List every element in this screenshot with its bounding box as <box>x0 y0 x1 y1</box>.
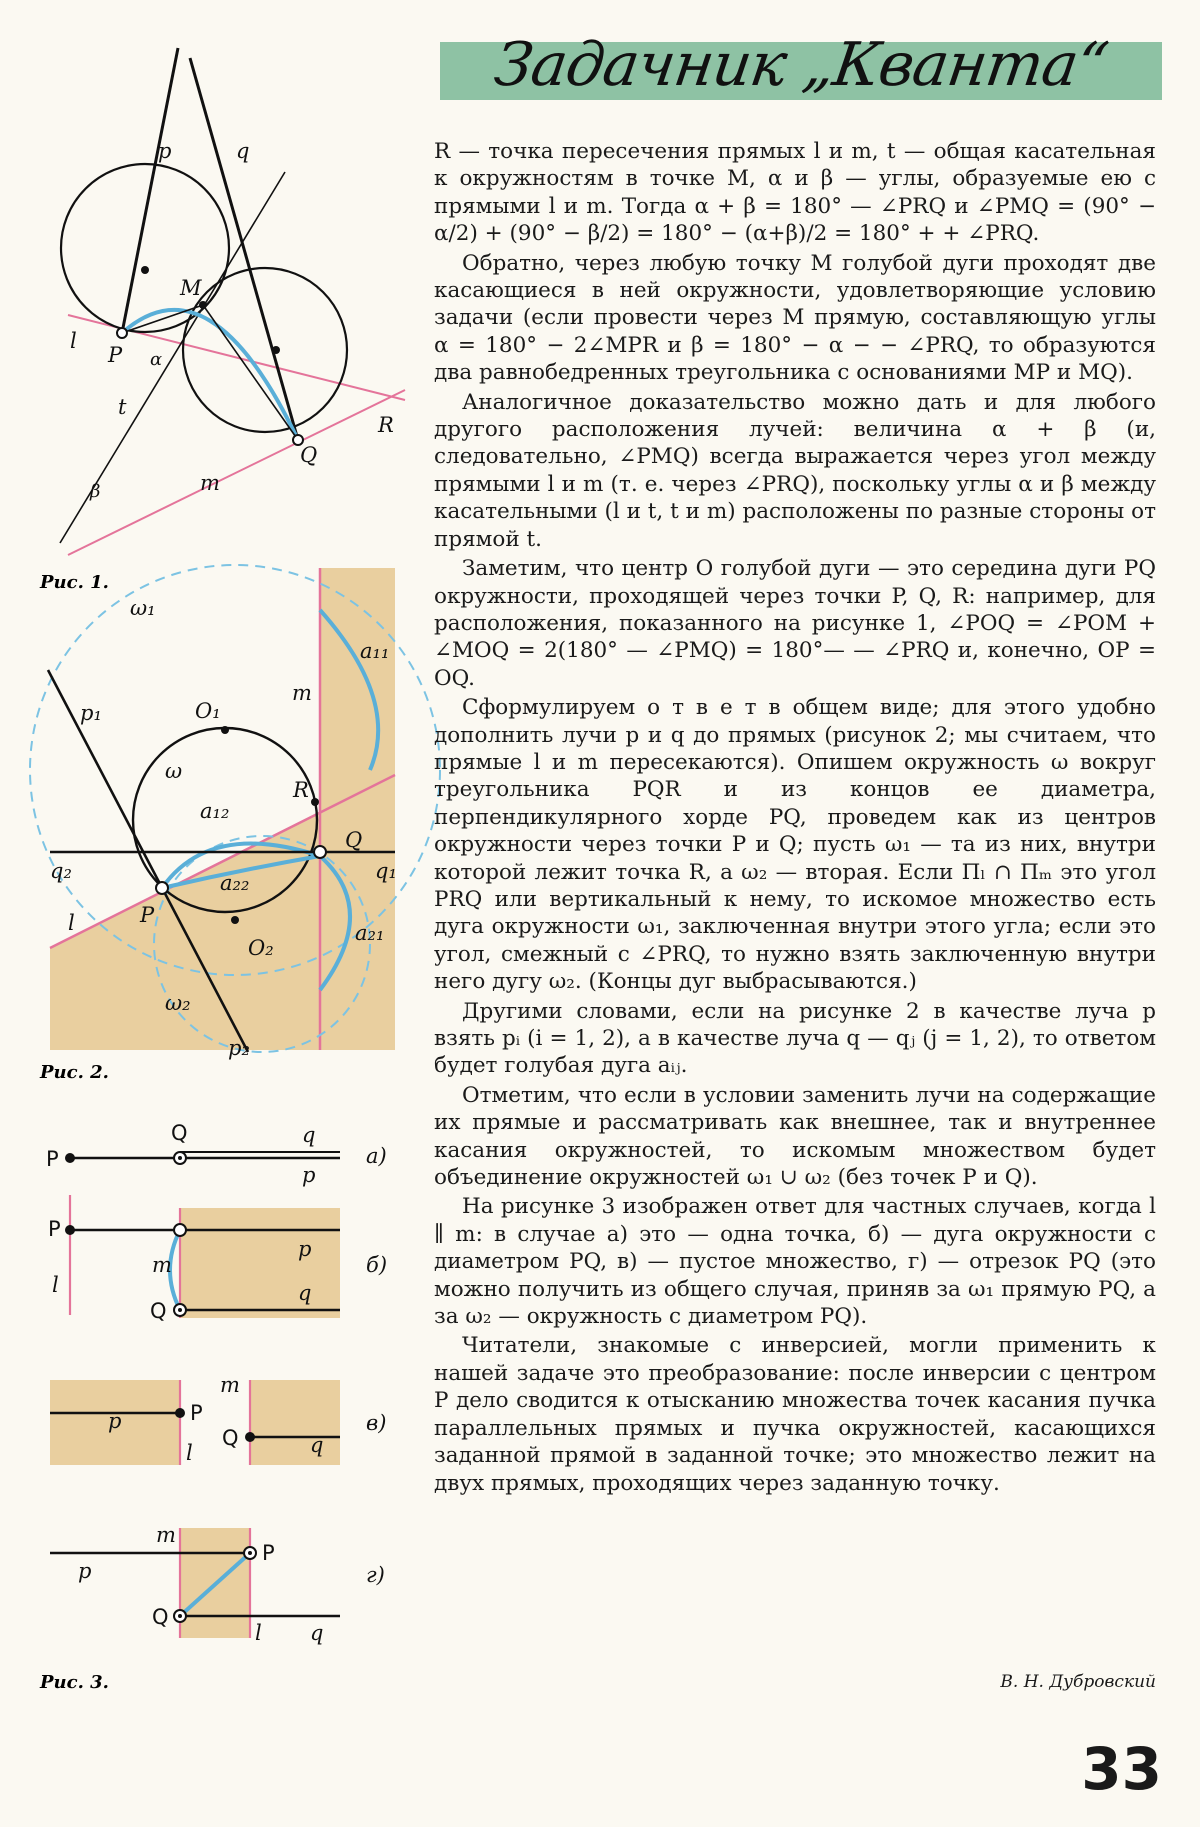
svg-text:q: q <box>236 139 250 163</box>
svg-text:α: α <box>150 349 163 370</box>
paragraph: На рисунке 3 изображен ответ для частных случаев, когда l ∥ m: в случае а) это — одна точка, б) — дуга окружности с диаметром PQ, в) — пустое множество, г) — отрезок PQ (это можно получить из общего случая, приняв за ω₁ прямую PQ, а за ω₂ — окружность с диаметром PQ). <box>434 1194 1156 1330</box>
svg-text:P: P <box>262 1541 275 1565</box>
svg-text:p₁: p₁ <box>80 701 102 725</box>
svg-text:a₁₁: a₁₁ <box>360 639 390 663</box>
svg-text:p₂: p₂ <box>228 1036 250 1060</box>
svg-text:Q: Q <box>222 1426 239 1450</box>
svg-text:l: l <box>255 1621 262 1645</box>
caption-fig2: Рис. 2. <box>40 1062 109 1083</box>
header-title: Задачник „Кванта“ <box>490 30 1112 100</box>
svg-text:t: t <box>118 395 127 419</box>
figure-2 <box>30 565 440 1060</box>
svg-text:M: M <box>180 276 202 300</box>
svg-text:m: m <box>156 1523 176 1547</box>
paragraph: Аналогичное доказательство можно дать и для любого другого расположения лучей: величина α + β (и, следовательно, ∠PMQ) всегда выражается через угол между прямыми l и m (т. е. через ∠PRQ), поскольку углы α и β между касательными (l и t, t и m) расположены по разные стороны от прямой t. <box>434 389 1156 552</box>
svg-text:R: R <box>378 413 394 437</box>
svg-text:β: β <box>90 481 101 502</box>
svg-text:а): а) <box>366 1144 387 1168</box>
paragraph: Обратно, через любую точку M голубой дуги проходят две касающиеся в ней окружности, удовлетворяющие условию задачи (если провести через M прямую, составляющую углы α = 180° − 2∠MPR и β = 180° − α − − ∠PRQ, то образуются два равнобедренных треугольника с основаниями MP и MQ). <box>434 250 1156 386</box>
svg-text:Q: Q <box>152 1605 169 1629</box>
blue-arc <box>122 310 298 440</box>
paragraph: Сформулируем о т в е т в общем виде; для этого удобно дополнить лучи p и q до прямых (рисунок 2; мы считаем, что прямые l и m пересекаются). Опишем окружность ω вокруг треугольника PQR и из концов ее диаметра, перпендикулярного хорде PQ, проведем как из центров окружности через точки P и Q; пусть ω₁ — та из них, внутри которой лежит точка R, а ω₂ — вторая. Если Πₗ ∩ Πₘ это угол PRQ или вертикальный к нему, то искомое множество есть дуга окружности ω₁, заключенная внутри этого угла; если это угол, смежный с ∠PRQ, то нужно взять заключенную внутри него дугу ω₂. (Концы дуг выбрасываются.) <box>434 695 1156 995</box>
point-Q2 <box>314 846 326 858</box>
svg-text:q: q <box>302 1123 316 1147</box>
svg-text:m: m <box>292 681 312 705</box>
svg-text:R: R <box>293 778 309 802</box>
svg-text:P: P <box>190 1401 203 1425</box>
page-number: 33 <box>1081 1735 1162 1803</box>
figure-1 <box>60 48 405 555</box>
svg-text:Q: Q <box>150 1299 167 1323</box>
svg-text:q: q <box>310 1433 324 1457</box>
svg-text:p: p <box>158 139 172 163</box>
caption-fig1: Рис. 1. <box>40 572 109 593</box>
svg-text:a₂₁: a₂₁ <box>355 921 385 945</box>
svg-text:p: p <box>108 1409 122 1433</box>
paragraph: Читатели, знакомые с инверсией, могли применить к нашей задаче это преобразование: после инверсии с центром P дело сводится к отысканию множества точек касания пучка параллельных прямых и пучка окружностей, касающихся заданной прямой в заданной точке; это множество лежит на двух прямых, проходящих через заданную точку. <box>434 1333 1156 1496</box>
ray-p <box>122 48 178 333</box>
svg-text:q₂: q₂ <box>50 859 72 883</box>
svg-text:a₂₂: a₂₂ <box>220 871 250 895</box>
svg-text:l: l <box>68 911 75 935</box>
figure-3c <box>50 1373 386 1465</box>
svg-text:p: p <box>302 1163 316 1187</box>
svg-text:ω₁: ω₁ <box>130 596 156 620</box>
svg-text:m: m <box>200 471 220 495</box>
svg-text:P: P <box>46 1147 59 1171</box>
svg-text:O₂: O₂ <box>248 936 274 960</box>
svg-text:P: P <box>140 903 155 927</box>
svg-text:p: p <box>298 1237 312 1261</box>
point-M <box>199 301 207 309</box>
svg-text:ω: ω <box>165 759 183 783</box>
svg-text:m: m <box>220 1373 240 1397</box>
ray-q <box>190 58 298 440</box>
paragraph: Заметим, что центр O голубой дуги — это середина дуги PQ окружности, проходящей через точки P, Q, R: например, для расположения, показанного на рисунке 1, ∠POQ = ∠POM + ∠MOQ = 2(180° — ∠PMQ) = 180°— — ∠PRQ и, конечно, OP = OQ. <box>434 556 1156 691</box>
svg-text:q₁: q₁ <box>375 859 397 883</box>
svg-text:a₁₂: a₁₂ <box>200 799 230 823</box>
svg-text:q: q <box>310 1621 324 1645</box>
svg-text:Q: Q <box>300 443 318 467</box>
svg-text:l: l <box>70 329 77 353</box>
svg-text:m: m <box>152 1253 172 1277</box>
svg-text:Q: Q <box>171 1121 188 1145</box>
paragraph: Отметим, что если в условии заменить лучи на содержащие их прямые и рассматривать как внешнее, так и внутреннее касания окружностей, то искомым множеством будет объединение окружностей ω₁ ∪ ω₂ (без точек P и Q). <box>434 1082 1156 1191</box>
svg-text:q: q <box>298 1281 312 1305</box>
figure-3b <box>48 1195 387 1323</box>
svg-text:l: l <box>186 1441 193 1465</box>
author: В. Н. Дубровский <box>1000 1672 1156 1692</box>
caption-fig3: Рис. 3. <box>40 1672 109 1693</box>
svg-text:в): в) <box>366 1411 387 1435</box>
svg-text:г): г) <box>366 1563 385 1587</box>
svg-text:P: P <box>48 1217 61 1241</box>
svg-text:б): б) <box>366 1253 388 1277</box>
figure-3a <box>46 1121 387 1187</box>
point-P <box>117 328 127 338</box>
svg-text:p: p <box>78 1559 92 1583</box>
svg-text:Q: Q <box>345 828 363 852</box>
svg-text:l: l <box>52 1273 59 1297</box>
svg-text:ω₂: ω₂ <box>165 991 191 1015</box>
paragraph: R — точка пересечения прямых l и m, t — общая касательная к окружностям в точке M, α и β — углы, образуемые ею с прямыми l и m. Тогда α + β = 180° — ∠PRQ и ∠PMQ = (90° − α/2) + (90° − β/2) = 180° − (α+β)/2 = 180° + + ∠PRQ. <box>434 139 1156 247</box>
paragraph: Другими словами, если на рисунке 2 в качестве луча p взять pᵢ (i = 1, 2), а в качестве луча q — qⱼ (j = 1, 2), то ответом будет голубая дуга aᵢⱼ. <box>434 998 1156 1079</box>
svg-text:O₁: O₁ <box>195 699 221 723</box>
svg-text:P: P <box>108 343 123 367</box>
article-text <box>434 138 1156 1499</box>
figure-3d <box>50 1523 385 1645</box>
point-P2 <box>156 882 168 894</box>
